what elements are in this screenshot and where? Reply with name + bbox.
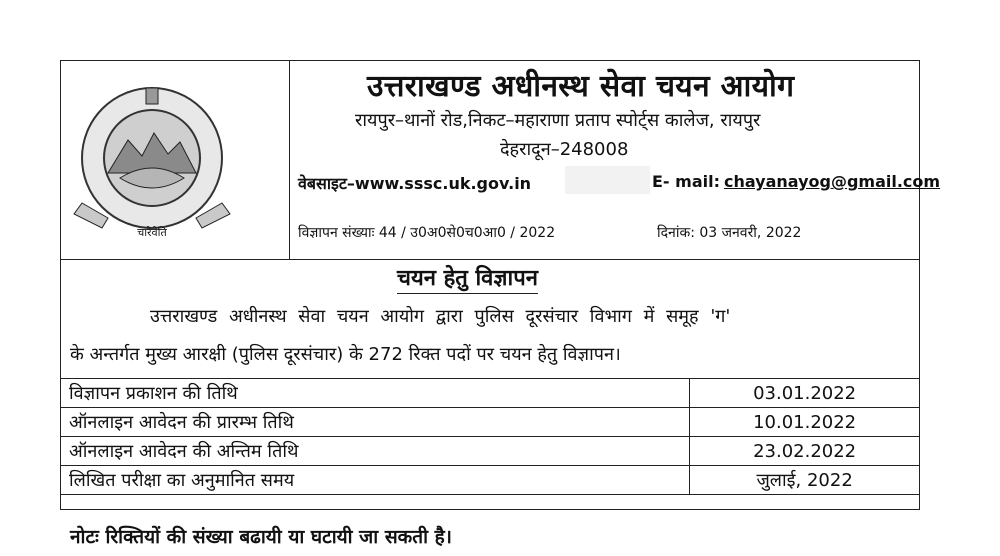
header-divider — [61, 259, 919, 260]
logo-motto: चारैवेति — [137, 226, 167, 239]
email-line — [652, 172, 940, 191]
schedule-table — [60, 378, 920, 495]
advertisement-number: विज्ञापन संख्याः 44 / उ0अ0से0च0आ0 / 2022 — [298, 225, 556, 241]
scan-smudge — [565, 166, 650, 194]
schedule-value: 23.02.2022 — [690, 437, 920, 466]
schedule-value: 10.01.2022 — [690, 408, 920, 437]
address-line-1: रायपुर–थानों रोड,निकट–महाराणा प्रताप स्पोर्ट्स कालेज, रायपुर — [355, 110, 761, 131]
description-line-1: उत्तराखण्ड अधीनस्थ सेवा चयन आयोग द्वारा पुलिस दूरसंचार विभाग में समूह 'ग' — [150, 306, 731, 327]
schedule-label: ऑनलाइन आवेदन की प्रारम्भ तिथि — [61, 408, 690, 437]
table-row — [61, 379, 920, 408]
email-label: E- mail: — [652, 172, 720, 191]
commission-logo — [58, 78, 246, 246]
schedule-label: ऑनलाइन आवेदन की अन्तिम तिथि — [61, 437, 690, 466]
table-row — [61, 466, 920, 495]
note-text: नोटः रिक्तियों की संख्या बढायी या घटायी जा सकती है। — [70, 526, 452, 548]
website-text: वेबसाइट–www.sssc.uk.gov.in — [298, 174, 532, 193]
email-address: chayanayog@gmail.com — [723, 172, 941, 191]
schedule-value: 03.01.2022 — [690, 379, 920, 408]
schedule-label: विज्ञापन प्रकाशन की तिथि — [61, 379, 690, 408]
advertisement-date: दिनांक: 03 जनवरी, 2022 — [657, 225, 802, 241]
description-line-2: के अन्तर्गत मुख्य आरक्षी (पुलिस दूरसंचार) के 272 रिक्त पदों पर चयन हेतु विज्ञापन। — [70, 344, 621, 365]
table-row — [61, 408, 920, 437]
section-title: चयन हेतु विज्ञापन — [397, 266, 538, 294]
commission-title: उत्तराखण्ड अधीनस्थ सेवा चयन आयोग — [367, 69, 795, 104]
logo-divider — [289, 61, 290, 259]
table-row — [61, 437, 920, 466]
schedule-label: लिखित परीक्षा का अनुमानित समय — [61, 466, 690, 495]
logo-emblem-icon — [58, 78, 246, 246]
address-line-2: देहरादून–248008 — [500, 139, 629, 160]
schedule-value: जुलाई, 2022 — [690, 466, 920, 495]
